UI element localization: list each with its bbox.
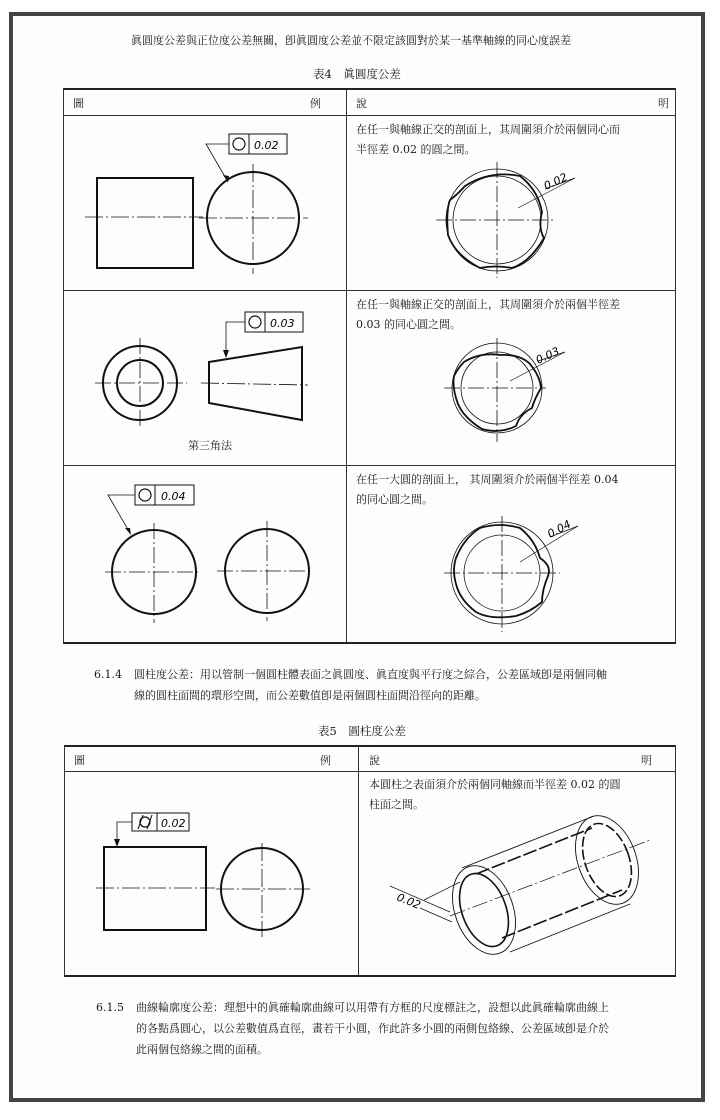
cylinder-side-view <box>104 847 206 930</box>
back-end-inner <box>573 817 640 903</box>
section-number: 6.1.4 <box>94 668 122 681</box>
tolerance-value: 0.03 <box>270 317 295 330</box>
table4-row2-zone-diagram <box>420 330 600 460</box>
table5-header-desc-left: 說 <box>369 754 380 767</box>
table4-row3-drawing <box>63 465 345 643</box>
section-line: 圓柱度公差：用以管制一個圓柱體表面之眞圓度、眞直度與平行度之綜合，公差區域卽是兩個同軸 <box>134 668 607 681</box>
desc-line: 在任一與軸線正交的剖面上，其周圍須介於兩個同心而 <box>356 123 620 136</box>
actual-profile <box>447 174 544 268</box>
section-line: 線的圓柱面間的環形空間，而公差數值卽是兩個圓柱面間沿徑向的距離。 <box>134 689 486 702</box>
zone-label: 0.03 <box>533 344 562 367</box>
section-body <box>136 997 609 1060</box>
tolerance-value: 0.02 <box>161 817 186 830</box>
tolerance-value: 0.02 <box>254 139 279 152</box>
table4-row1-zone-diagram <box>420 150 600 280</box>
zone-label: 0.02 <box>394 890 423 912</box>
section-number: 6.1.5 <box>96 1001 124 1014</box>
actual-profile <box>454 525 549 617</box>
table4-header-desc-right: 明 <box>658 97 669 110</box>
table4-header-fig-right: 例 <box>310 97 321 110</box>
desc-line: 半徑差 0.02 的圓之間。 <box>356 143 476 156</box>
table5-row1-drawing <box>70 800 360 970</box>
table4-column-divider <box>346 90 347 642</box>
table5-header-divider <box>65 771 675 772</box>
desc-line: 柱面之間。 <box>369 798 424 811</box>
leader-line <box>108 495 135 533</box>
cylinder-side-view <box>97 178 193 268</box>
table4-row1-drawing <box>63 114 345 289</box>
circularity-symbol-icon <box>233 138 245 150</box>
table5-header-fig-right: 例 <box>320 754 331 767</box>
table5-row1-zone-diagram <box>360 810 680 980</box>
desc-line: 0.03 的同心圓之間。 <box>356 318 461 331</box>
section-6-1-4 <box>94 664 694 710</box>
section-6-1-5 <box>96 997 696 1063</box>
desc-line: 本圓柱之表面須介於兩個同軸線而半徑差 0.02 的圓 <box>369 778 621 791</box>
table5-header-fig-left: 圖 <box>74 754 85 767</box>
leader-line <box>226 322 245 356</box>
desc-line: 在任一大圓的剖面上， 其周圍須介於兩個半徑差 0.04 <box>356 473 619 486</box>
circularity-symbol-icon <box>139 489 151 501</box>
zone-label: 0.04 <box>545 517 574 541</box>
projection-note: 第三角法 <box>188 439 232 452</box>
tolerance-value: 0.04 <box>161 490 186 503</box>
table4-header-fig-left: 圖 <box>73 97 84 110</box>
table4-caption: 表4 眞圓度公差 <box>313 67 401 81</box>
table4-row3-zone-diagram <box>420 500 600 640</box>
front-end-inner <box>450 867 517 953</box>
front-end-outer <box>441 857 527 963</box>
table4-header-desc-left: 說 <box>356 97 367 110</box>
table5-header-desc-right: 明 <box>641 754 652 767</box>
cylindricity-symbol-icon <box>138 815 152 829</box>
circularity-symbol-icon <box>249 316 261 328</box>
section-line: 曲線輪廓度公差：理想中的眞確輪廓曲線可以用帶有方框的尺度標註之，設想以此眞確輪廓曲線上 <box>136 1001 609 1014</box>
table4-row2-description <box>356 295 620 335</box>
intro-line: 眞圓度公差與正位度公差無關，卽眞圓度公差並不限定該圓對於某一基準軸線的同心度誤差 <box>131 34 571 47</box>
table5-row1-description <box>369 775 620 815</box>
section-line: 的各點爲圓心，以公差數值爲直徑，畫若干小圓，作此許多小圓的兩側包絡線、公差區域卽是介於 <box>136 1022 609 1035</box>
section-body <box>134 664 607 706</box>
section-line: 此兩個包絡線之間的面積。 <box>136 1043 268 1056</box>
table5-caption: 表5 圓柱度公差 <box>318 724 406 738</box>
desc-line: 在任一與軸線正交的剖面上，其周圍須介於兩個半徑差 <box>356 298 620 311</box>
desc-line: 的同心圓之間。 <box>356 493 433 506</box>
zone-label: 0.02 <box>541 170 570 193</box>
